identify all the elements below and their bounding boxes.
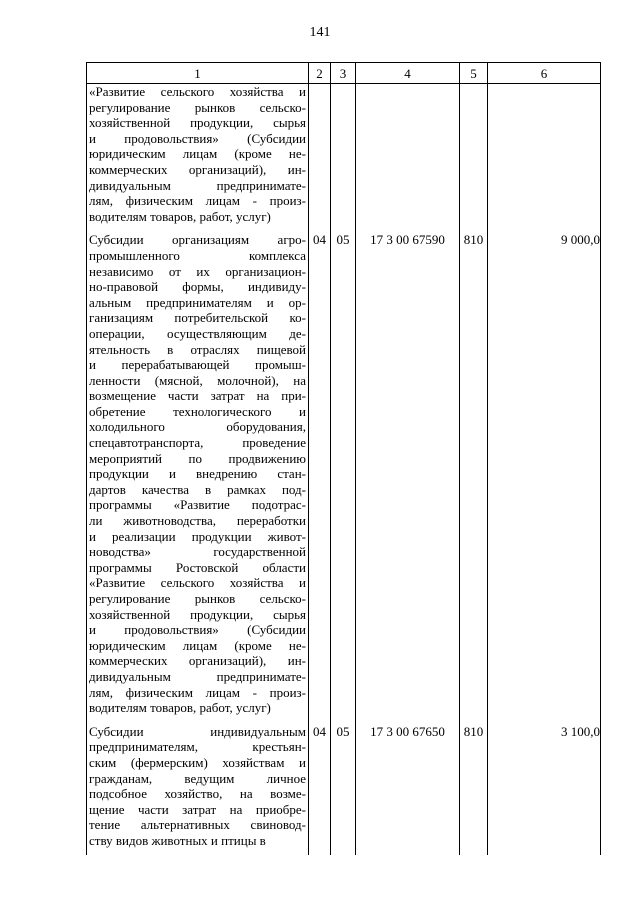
description-line: обретение технологического и xyxy=(89,403,306,419)
description-line: возмещение части затрат на при- xyxy=(89,388,306,404)
description-line: программы «Развитие подотрас- xyxy=(89,497,306,513)
description-line: юридическим лицам (кроме не- xyxy=(89,146,306,162)
description-line: но-правовой формы, индивиду- xyxy=(89,279,306,295)
description-line: независимо от их организацион- xyxy=(89,263,306,279)
description-line: хозяйственной продукции, сырья xyxy=(89,606,306,622)
description-line: регулирование рынков сельско- xyxy=(89,99,306,115)
description-line: промышленного комплекса xyxy=(89,247,306,263)
page-number: 141 xyxy=(309,25,331,40)
description-line: лям, физическим лицам - произ- xyxy=(89,193,306,209)
subsection-code: 05 xyxy=(331,722,356,855)
description-line: программы Ростовской области xyxy=(89,559,306,575)
expense-type-code: 810 xyxy=(460,722,488,855)
target-article-code: 17 3 00 67590 xyxy=(356,230,460,721)
table-row xyxy=(87,722,601,855)
description-line: дивидуальным предпринимате- xyxy=(89,668,306,684)
target-article-code xyxy=(356,84,460,231)
row-description xyxy=(87,230,309,721)
description-line: альным предпринимателям и ор- xyxy=(89,294,306,310)
header-col-6: 6 xyxy=(488,63,601,84)
description-line: мероприятий по продвижению xyxy=(89,450,306,466)
description-line: ским (фермерским) хозяйствам и xyxy=(89,754,306,770)
description-line: операции, осуществляющим де- xyxy=(89,325,306,341)
section-code xyxy=(309,84,331,231)
description-line: регулирование рынков сельско- xyxy=(89,591,306,606)
description-line: и продовольствия» (Субсидии xyxy=(89,130,306,146)
description-line: хозяйственной продукции, сырья xyxy=(89,115,306,131)
description-line: водителям товаров, работ, услуг) xyxy=(89,700,271,716)
description-line: ганизациям потребительской ко- xyxy=(89,310,306,326)
header-col-4: 4 xyxy=(356,63,460,84)
description-line: дартов качества в рамках под- xyxy=(89,481,306,497)
description-line: ству видов животных и птицы в xyxy=(89,832,266,848)
description-line: лям, физическим лицам - произ- xyxy=(89,684,306,700)
description-line: предпринимателям, крестьян- xyxy=(89,739,306,755)
description-line: «Развитие сельского хозяйства и xyxy=(89,84,306,99)
header-col-2: 2 xyxy=(309,63,331,84)
description-line: продукции и внедрению стан- xyxy=(89,466,306,482)
description-line: и реализации продукции живот- xyxy=(89,528,306,544)
description-line: и продовольствия» (Субсидии xyxy=(89,622,306,638)
header-col-3: 3 xyxy=(331,63,356,84)
description-line: холодильного оборудования, xyxy=(89,419,306,435)
table-row xyxy=(87,84,601,231)
description-line: коммерческих организаций), ин- xyxy=(89,161,306,177)
description-line: Субсидии организациям агро- xyxy=(89,232,306,248)
description-line: новодства» государственной xyxy=(89,544,306,560)
subsection-code: 05 xyxy=(331,230,356,721)
amount: 3 100,0 xyxy=(488,722,601,855)
description-line: и перерабатывающей промыш- xyxy=(89,357,306,373)
amount: 9 000,0 xyxy=(488,230,601,721)
expense-type-code xyxy=(460,84,488,231)
header-col-5: 5 xyxy=(460,63,488,84)
section-code: 04 xyxy=(309,722,331,855)
description-line: Субсидии индивидуальным xyxy=(89,723,306,739)
table-row xyxy=(87,230,601,721)
section-code: 04 xyxy=(309,230,331,721)
description-line: «Развитие сельского хозяйства и xyxy=(89,575,306,591)
description-line: водителям товаров, работ, услуг) xyxy=(89,208,271,224)
description-line: тение альтернативных свиновод- xyxy=(89,817,306,833)
row-description xyxy=(87,84,309,231)
row-description xyxy=(87,722,309,855)
description-line: ятельность в отраслях пищевой xyxy=(89,341,306,357)
description-line: подсобное хозяйство, на возме- xyxy=(89,786,306,802)
target-article-code: 17 3 00 67650 xyxy=(356,722,460,855)
description-line: спецавтотранспорта, проведение xyxy=(89,435,306,451)
amount xyxy=(488,84,601,231)
description-line: коммерческих организаций), ин- xyxy=(89,653,306,669)
description-line: ли животноводства, переработки xyxy=(89,513,306,529)
expense-type-code: 810 xyxy=(460,230,488,721)
description-line: гражданам, ведущим личное xyxy=(89,770,306,786)
subsection-code xyxy=(331,84,356,231)
table-header-row xyxy=(87,63,601,84)
budget-table xyxy=(86,62,601,855)
header-col-1: 1 xyxy=(87,63,309,84)
description-line: щение части затрат на приобре- xyxy=(89,801,306,817)
description-line: ленности (мясной, молочной), на xyxy=(89,372,306,388)
description-line: дивидуальным предпринимате- xyxy=(89,177,306,193)
description-line: юридическим лицам (кроме не- xyxy=(89,637,306,653)
